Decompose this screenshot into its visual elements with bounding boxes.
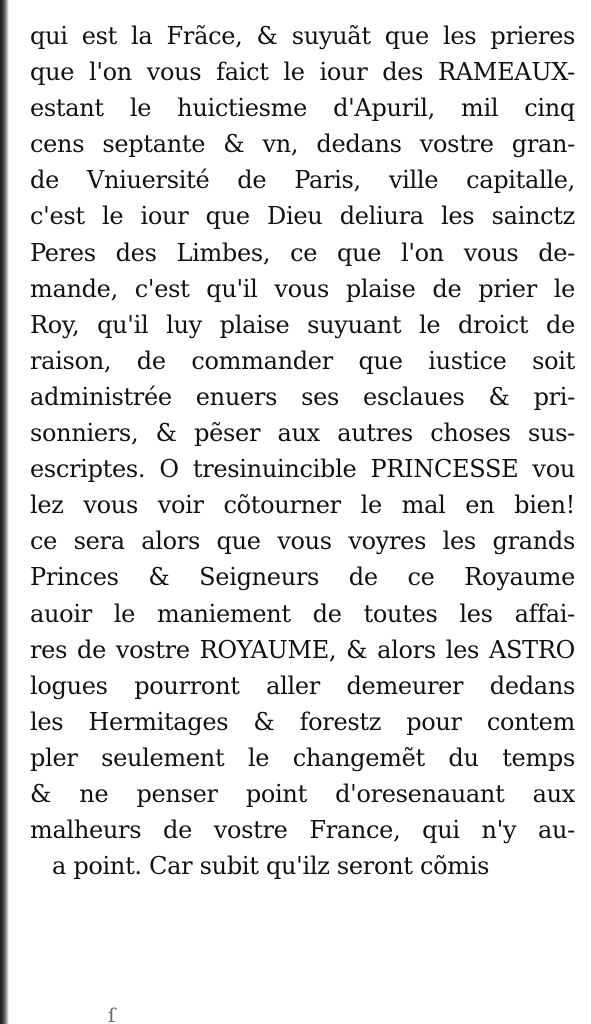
text-line: auoir le maniement de toutes les affai-	[30, 599, 575, 628]
text-line: les Hermitages & forestz pour contem	[30, 707, 575, 736]
text-line: lez vous voir cõtourner le mal en bien!	[30, 491, 575, 520]
text-line: Princes & Seigneurs de ce Royaume	[30, 563, 575, 592]
text-line: pler seulement le changemẽt du temps	[30, 743, 575, 772]
body-text	[30, 18, 575, 884]
text-line: estant le huictiesme d'Apuril, mil cinq	[30, 94, 575, 123]
text-line: que l'on vous faict le iour des RAMEAUX-	[30, 58, 575, 87]
text-line: a point. Car subit qu'ilz seront cõmis	[52, 852, 490, 881]
text-line: Peres des Limbes, ce que l'on vous de-	[30, 238, 575, 267]
text-line: escriptes. O tresinuincible PRINCESSE vou	[30, 455, 575, 484]
text-line: res de vostre ROYAUME, & alors les ASTRO	[30, 635, 575, 664]
text-line: raison, de commander que iustice soit	[30, 346, 575, 375]
text-line: logues pourront aller demeurer dedans	[30, 671, 575, 700]
text-line: ce sera alors que vous voyres les grands	[30, 527, 575, 556]
text-line: mande, c'est qu'il vous plaise de prier le	[30, 274, 575, 303]
text-line: malheurs de vostre France, qui n'y au-	[30, 816, 575, 845]
text-line: qui est la Frãce, & suyuãt que les prieres	[30, 22, 575, 50]
text-line: cens septante & vn, dedans vostre gran-	[30, 130, 575, 159]
text-line: & ne penser point d'oresenauant aux	[30, 779, 575, 808]
catchword-fragment: ſ	[108, 1003, 116, 1024]
text-line: Roy, qu'il luy plaise suyuant le droict de	[30, 310, 575, 339]
text-line: de Vniuersité de Paris, ville capitalle,	[30, 166, 575, 195]
text-line: c'est le iour que Dieu deliura les sainctz	[30, 202, 575, 231]
text-line: sonniers, & pẽser aux autres choses sus-	[30, 419, 575, 448]
text-line: administrée enuers ses esclaues & pri-	[30, 382, 575, 411]
page-binding-edge	[0, 0, 9, 1024]
